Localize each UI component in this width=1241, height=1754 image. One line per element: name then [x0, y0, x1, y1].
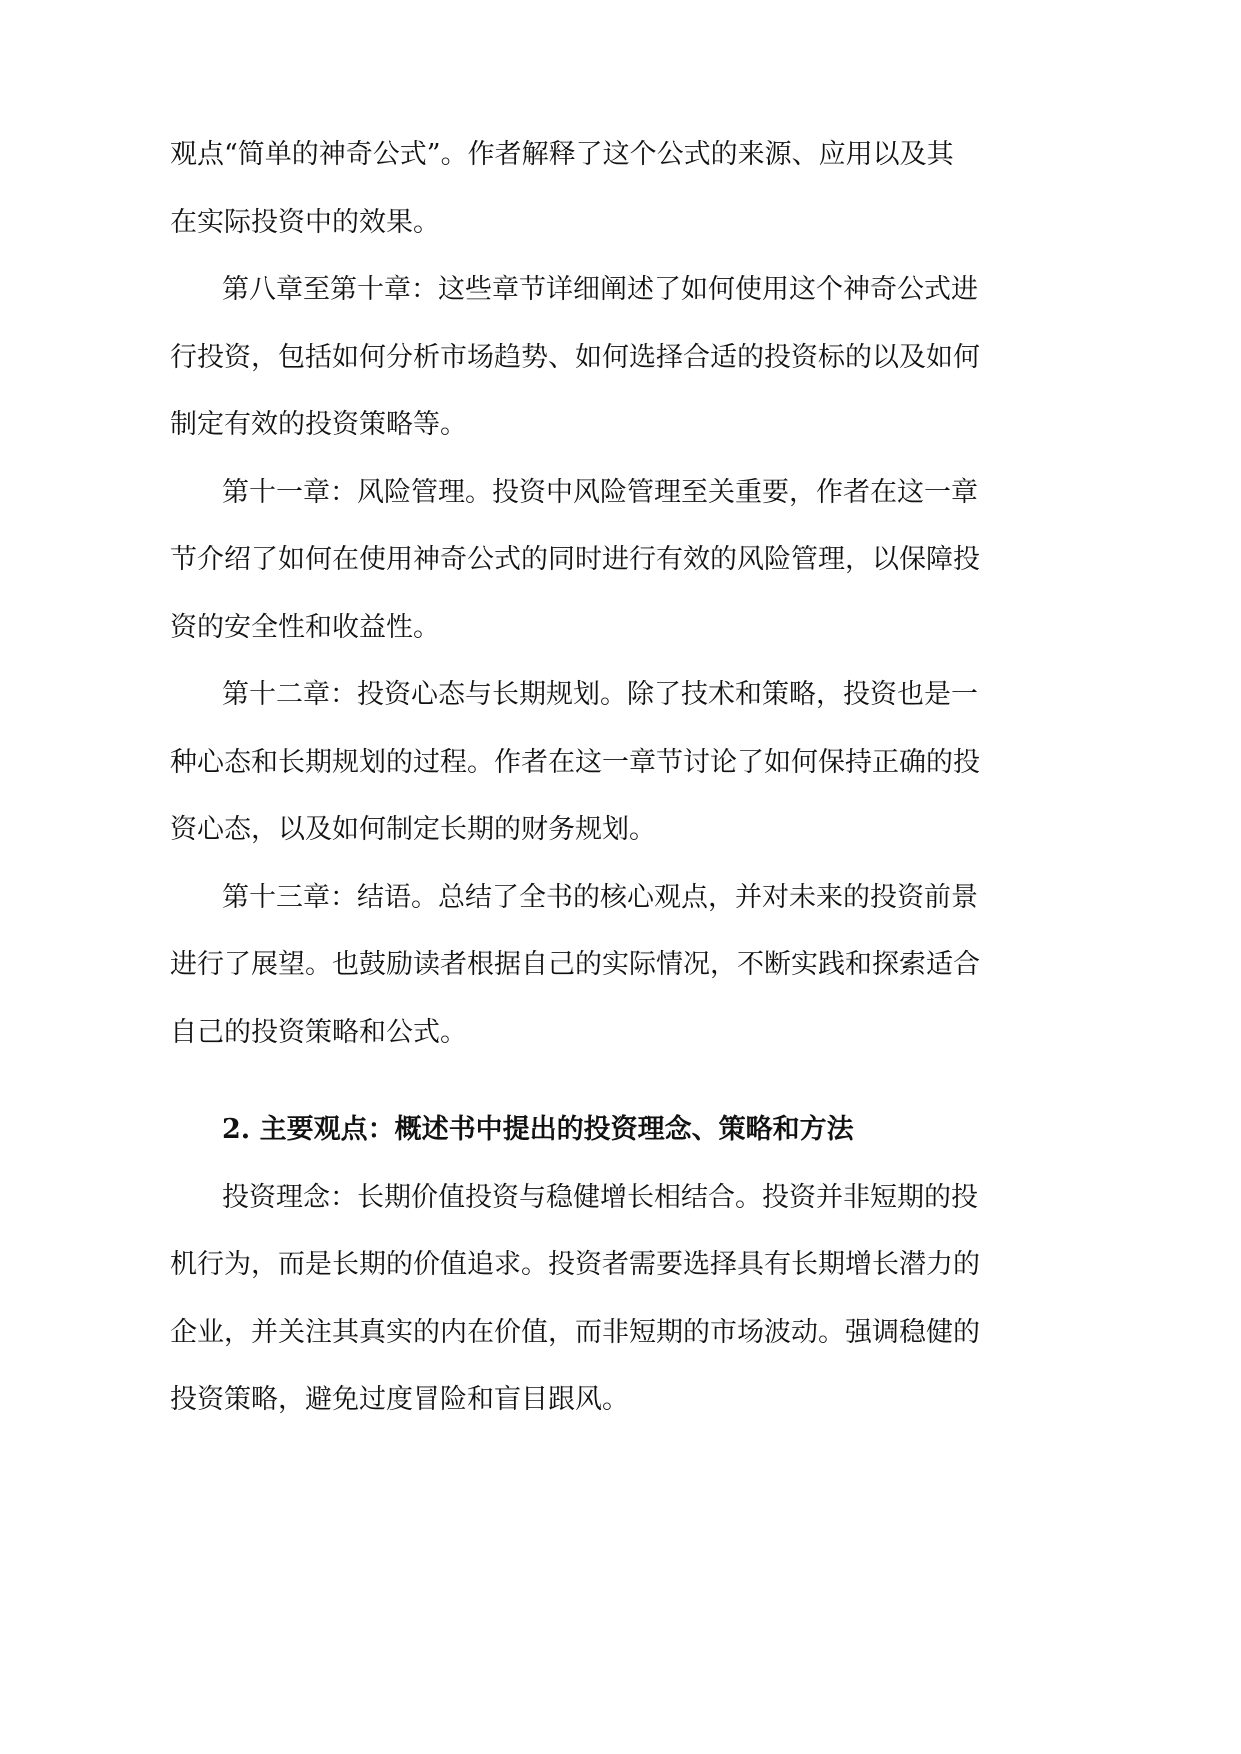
paragraph — [170, 459, 980, 662]
text-line: 投资策略，避免过度冒险和盲目跟风。 — [170, 1384, 629, 1415]
text-line: 第十一章：风险管理。投资中风险管理至关重要，作者在这一章 — [222, 476, 978, 508]
text-line: 制定有效的投资策略等。 — [170, 409, 467, 440]
text-line: 自己的投资策略和公式。 — [170, 1016, 467, 1048]
text-line: 第十三章：结语。总结了全书的核心观点，并对未来的投资前景 — [222, 881, 978, 913]
text-line: 第八章至第十章：这些章节详细阐述了如何使用这个神奇公式进 — [222, 274, 978, 305]
text-line: 资心态，以及如何制定长期的财务规划。 — [170, 814, 656, 845]
paragraph — [170, 121, 954, 256]
document-page — [170, 121, 980, 1434]
text-line: 投资理念：长期价值投资与稳健增长相结合。投资并非短期的投 — [222, 1181, 978, 1213]
text-line: 节介绍了如何在使用神奇公式的同时进行有效的风险管理，以保障投 — [170, 544, 980, 575]
body-text-before — [170, 121, 980, 1066]
text-line: 机行为，而是长期的价值追求。投资者需要选择具有长期增长潜力的 — [170, 1249, 980, 1280]
body-text-after — [170, 1164, 980, 1434]
paragraph — [170, 864, 980, 1067]
paragraph — [170, 661, 980, 864]
section-heading: 2. 主要观点：概述书中提出的投资理念、策略和方法 — [222, 1114, 854, 1145]
text-line: 观点“简单的神奇公式”。作者解释了这个公式的来源、应用以及其 — [170, 139, 954, 170]
text-line: 企业，并关注其真实的内在价值，而非短期的市场波动。强调稳健的 — [170, 1316, 980, 1348]
text-line: 进行了展望。也鼓励读者根据自己的实际情况，不断实践和探索适合 — [170, 949, 980, 980]
text-line: 种心态和长期规划的过程。作者在这一章节讨论了如何保持正确的投 — [170, 746, 980, 778]
text-line: 行投资，包括如何分析市场趋势、如何选择合适的投资标的以及如何 — [170, 341, 980, 373]
text-line: 资的安全性和收益性。 — [170, 611, 440, 643]
text-line: 在实际投资中的效果。 — [170, 206, 440, 238]
paragraph — [170, 256, 980, 459]
text-line: 第十二章：投资心态与长期规划。除了技术和策略，投资也是一 — [222, 679, 978, 710]
paragraph — [170, 1164, 980, 1434]
